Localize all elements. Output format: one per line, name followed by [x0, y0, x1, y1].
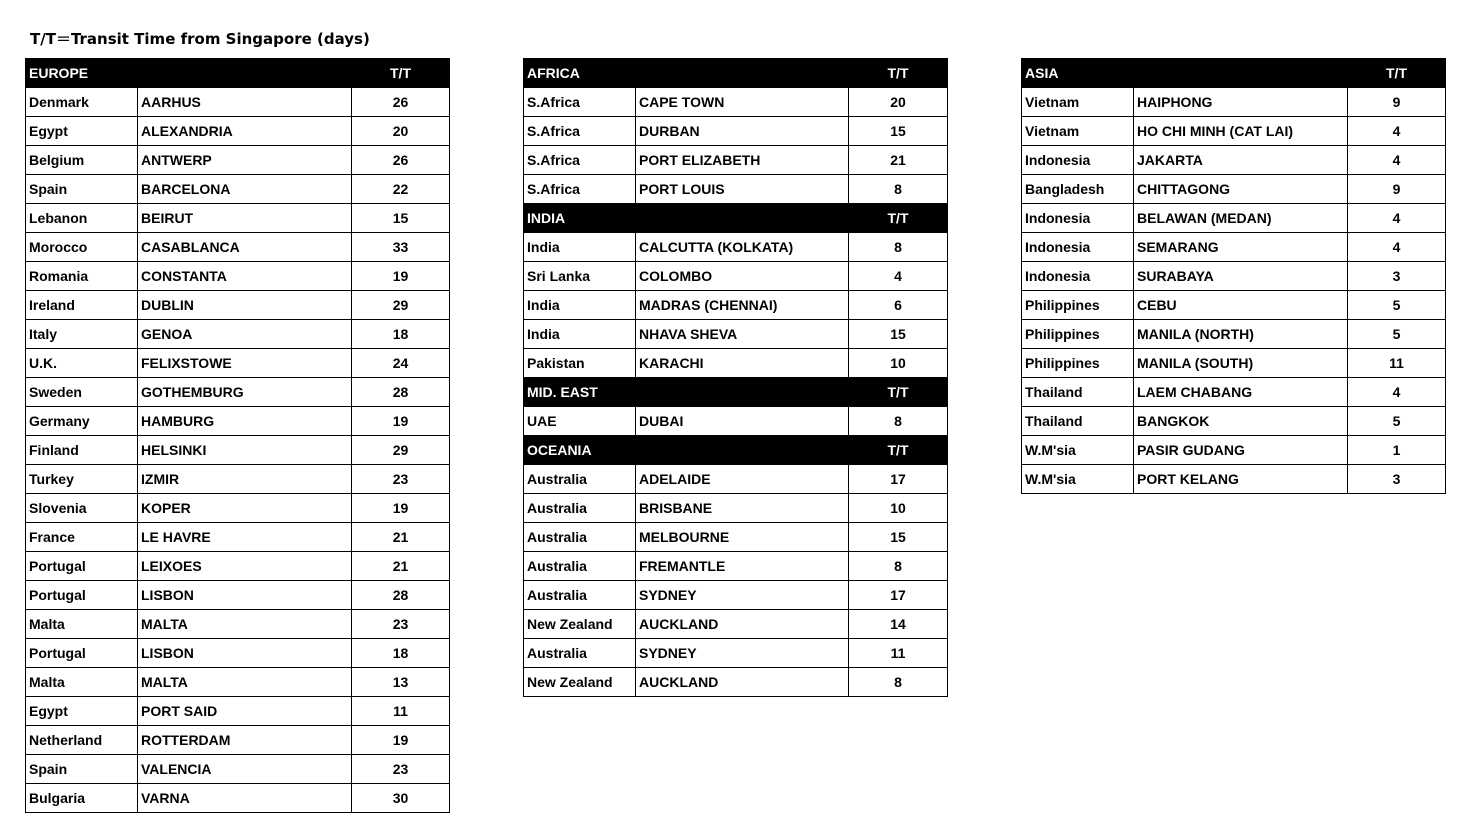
transit-days-cell: 4: [1348, 233, 1446, 262]
port-cell: PORT ELIZABETH: [636, 146, 849, 175]
port-cell: MADRAS (CHENNAI): [636, 291, 849, 320]
country-cell: Egypt: [26, 117, 138, 146]
port-cell: MALTA: [138, 610, 352, 639]
country-cell: S.Africa: [524, 175, 636, 204]
table-row: [26, 784, 450, 813]
country-cell: S.Africa: [524, 146, 636, 175]
port-cell: SYDNEY: [636, 581, 849, 610]
country-cell: Morocco: [26, 233, 138, 262]
table-row: [524, 175, 948, 204]
port-cell: KOPER: [138, 494, 352, 523]
port-cell: CAPE TOWN: [636, 88, 849, 117]
table-row: [524, 668, 948, 697]
country-cell: Indonesia: [1022, 146, 1134, 175]
country-cell: Italy: [26, 320, 138, 349]
transit-days-cell: 29: [352, 436, 450, 465]
transit-days-cell: 1: [1348, 436, 1446, 465]
transit-days-cell: 29: [352, 291, 450, 320]
country-cell: Lebanon: [26, 204, 138, 233]
port-cell: PASIR GUDANG: [1134, 436, 1348, 465]
transit-days-cell: 19: [352, 262, 450, 291]
port-cell: VARNA: [138, 784, 352, 813]
table-row: [524, 233, 948, 262]
country-cell: Thailand: [1022, 407, 1134, 436]
country-cell: W.M'sia: [1022, 465, 1134, 494]
transit-days-cell: 17: [849, 581, 948, 610]
port-cell: DURBAN: [636, 117, 849, 146]
region-header-row: [524, 436, 948, 465]
transit-days-cell: 13: [352, 668, 450, 697]
port-cell: MALTA: [138, 668, 352, 697]
country-cell: Thailand: [1022, 378, 1134, 407]
table-row: [26, 175, 450, 204]
table-row: [26, 204, 450, 233]
country-cell: Sri Lanka: [524, 262, 636, 291]
country-cell: Ireland: [26, 291, 138, 320]
table-row: [26, 436, 450, 465]
table-row: [524, 407, 948, 436]
transit-days-cell: 23: [352, 610, 450, 639]
port-cell: BELAWAN (MEDAN): [1134, 204, 1348, 233]
table-row: [26, 639, 450, 668]
page-title: T/T＝Transit Time from Singapore (days): [30, 30, 370, 48]
transit-days-cell: 23: [352, 465, 450, 494]
table-row: [524, 639, 948, 668]
transit-days-cell: 15: [352, 204, 450, 233]
transit-days-cell: 19: [352, 407, 450, 436]
table-row: [26, 523, 450, 552]
port-cell: SEMARANG: [1134, 233, 1348, 262]
country-cell: Sweden: [26, 378, 138, 407]
country-cell: Netherland: [26, 726, 138, 755]
transit-table-asia: [1021, 58, 1446, 494]
country-cell: Spain: [26, 175, 138, 204]
port-cell: BEIRUT: [138, 204, 352, 233]
transit-days-cell: 22: [352, 175, 450, 204]
country-cell: UAE: [524, 407, 636, 436]
country-cell: Philippines: [1022, 291, 1134, 320]
transit-time-column-header: T/T: [849, 378, 948, 407]
table-row: [1022, 349, 1446, 378]
table-row: [524, 88, 948, 117]
port-cell: GOTHEMBURG: [138, 378, 352, 407]
transit-days-cell: 19: [352, 494, 450, 523]
country-cell: India: [524, 291, 636, 320]
table-row: [26, 668, 450, 697]
country-cell: Australia: [524, 465, 636, 494]
country-cell: Germany: [26, 407, 138, 436]
transit-days-cell: 20: [352, 117, 450, 146]
table-row: [1022, 146, 1446, 175]
transit-days-cell: 8: [849, 552, 948, 581]
table-row: [1022, 378, 1446, 407]
table-row: [524, 581, 948, 610]
transit-days-cell: 11: [352, 697, 450, 726]
country-cell: U.K.: [26, 349, 138, 378]
transit-days-cell: 9: [1348, 175, 1446, 204]
port-cell: SYDNEY: [636, 639, 849, 668]
port-cell: ADELAIDE: [636, 465, 849, 494]
country-cell: Bulgaria: [26, 784, 138, 813]
transit-days-cell: 3: [1348, 465, 1446, 494]
transit-days-cell: 18: [352, 639, 450, 668]
country-cell: New Zealand: [524, 668, 636, 697]
region-name: EUROPE: [26, 59, 352, 88]
table-row: [1022, 291, 1446, 320]
transit-days-cell: 24: [352, 349, 450, 378]
table-row: [1022, 262, 1446, 291]
port-cell: LISBON: [138, 639, 352, 668]
transit-days-cell: 8: [849, 407, 948, 436]
country-cell: Bangladesh: [1022, 175, 1134, 204]
country-cell: Portugal: [26, 639, 138, 668]
table-row: [26, 378, 450, 407]
table-row: [26, 262, 450, 291]
table-row: [1022, 436, 1446, 465]
transit-days-cell: 18: [352, 320, 450, 349]
table-row: [1022, 88, 1446, 117]
transit-days-cell: 15: [849, 320, 948, 349]
port-cell: BRISBANE: [636, 494, 849, 523]
port-cell: LE HAVRE: [138, 523, 352, 552]
port-cell: KARACHI: [636, 349, 849, 378]
table-row: [524, 465, 948, 494]
transit-days-cell: 3: [1348, 262, 1446, 291]
country-cell: Australia: [524, 639, 636, 668]
table-row: [26, 610, 450, 639]
table-row: [1022, 204, 1446, 233]
transit-days-cell: 15: [849, 523, 948, 552]
port-cell: SURABAYA: [1134, 262, 1348, 291]
transit-days-cell: 5: [1348, 291, 1446, 320]
table-row: [26, 465, 450, 494]
port-cell: FELIXSTOWE: [138, 349, 352, 378]
table-row: [524, 523, 948, 552]
country-cell: Australia: [524, 581, 636, 610]
country-cell: Indonesia: [1022, 204, 1134, 233]
table-row: [26, 697, 450, 726]
port-cell: DUBAI: [636, 407, 849, 436]
country-cell: Denmark: [26, 88, 138, 117]
transit-days-cell: 8: [849, 668, 948, 697]
port-cell: HO CHI MINH (CAT LAI): [1134, 117, 1348, 146]
port-cell: MANILA (SOUTH): [1134, 349, 1348, 378]
country-cell: Indonesia: [1022, 233, 1134, 262]
port-cell: ROTTERDAM: [138, 726, 352, 755]
transit-days-cell: 30: [352, 784, 450, 813]
transit-days-cell: 33: [352, 233, 450, 262]
port-cell: DUBLIN: [138, 291, 352, 320]
port-cell: HAMBURG: [138, 407, 352, 436]
transit-days-cell: 21: [352, 552, 450, 581]
transit-days-cell: 23: [352, 755, 450, 784]
port-cell: ALEXANDRIA: [138, 117, 352, 146]
table-row: [26, 581, 450, 610]
transit-days-cell: 10: [849, 494, 948, 523]
transit-days-cell: 26: [352, 88, 450, 117]
transit-days-cell: 21: [849, 146, 948, 175]
table-row: [26, 407, 450, 436]
table-row: [26, 320, 450, 349]
country-cell: Pakistan: [524, 349, 636, 378]
country-cell: India: [524, 320, 636, 349]
table-row: [524, 610, 948, 639]
transit-days-cell: 5: [1348, 320, 1446, 349]
port-cell: AUCKLAND: [636, 668, 849, 697]
port-cell: MELBOURNE: [636, 523, 849, 552]
port-cell: CEBU: [1134, 291, 1348, 320]
table-row: [1022, 407, 1446, 436]
table-row: [524, 552, 948, 581]
transit-time-column-header: T/T: [849, 436, 948, 465]
region-header-row: [524, 204, 948, 233]
port-cell: CONSTANTA: [138, 262, 352, 291]
transit-days-cell: 10: [849, 349, 948, 378]
country-cell: Slovenia: [26, 494, 138, 523]
region-header-row: [1022, 59, 1446, 88]
table-row: [1022, 175, 1446, 204]
transit-days-cell: 11: [849, 639, 948, 668]
table-row: [1022, 117, 1446, 146]
region-name: AFRICA: [524, 59, 849, 88]
country-cell: Australia: [524, 523, 636, 552]
transit-days-cell: 17: [849, 465, 948, 494]
transit-days-cell: 20: [849, 88, 948, 117]
country-cell: Malta: [26, 668, 138, 697]
port-cell: CASABLANCA: [138, 233, 352, 262]
country-cell: Turkey: [26, 465, 138, 494]
country-cell: New Zealand: [524, 610, 636, 639]
port-cell: FREMANTLE: [636, 552, 849, 581]
transit-days-cell: 28: [352, 378, 450, 407]
port-cell: VALENCIA: [138, 755, 352, 784]
region-header-row: [524, 378, 948, 407]
region-name: MID. EAST: [524, 378, 849, 407]
transit-days-cell: 9: [1348, 88, 1446, 117]
country-cell: Belgium: [26, 146, 138, 175]
port-cell: GENOA: [138, 320, 352, 349]
region-name: INDIA: [524, 204, 849, 233]
region-name: ASIA: [1022, 59, 1348, 88]
country-cell: Egypt: [26, 697, 138, 726]
transit-time-column-header: T/T: [1348, 59, 1446, 88]
country-cell: W.M'sia: [1022, 436, 1134, 465]
port-cell: ANTWERP: [138, 146, 352, 175]
country-cell: Australia: [524, 552, 636, 581]
port-cell: MANILA (NORTH): [1134, 320, 1348, 349]
country-cell: Philippines: [1022, 320, 1134, 349]
table-row: [26, 233, 450, 262]
country-cell: Spain: [26, 755, 138, 784]
port-cell: LAEM CHABANG: [1134, 378, 1348, 407]
table-row: [26, 552, 450, 581]
table-row: [26, 755, 450, 784]
transit-days-cell: 14: [849, 610, 948, 639]
port-cell: HELSINKI: [138, 436, 352, 465]
table-row: [524, 320, 948, 349]
country-cell: Portugal: [26, 552, 138, 581]
transit-time-column-header: T/T: [849, 204, 948, 233]
port-cell: IZMIR: [138, 465, 352, 494]
table-row: [26, 726, 450, 755]
transit-days-cell: 26: [352, 146, 450, 175]
port-cell: BANGKOK: [1134, 407, 1348, 436]
transit-days-cell: 4: [1348, 378, 1446, 407]
port-cell: JAKARTA: [1134, 146, 1348, 175]
table-row: [26, 146, 450, 175]
transit-days-cell: 8: [849, 233, 948, 262]
table-row: [26, 494, 450, 523]
country-cell: S.Africa: [524, 88, 636, 117]
port-cell: CHITTAGONG: [1134, 175, 1348, 204]
transit-days-cell: 4: [849, 262, 948, 291]
table-row: [26, 291, 450, 320]
country-cell: Finland: [26, 436, 138, 465]
transit-table-europe: [25, 58, 450, 813]
port-cell: AUCKLAND: [636, 610, 849, 639]
country-cell: Indonesia: [1022, 262, 1134, 291]
table-row: [1022, 320, 1446, 349]
transit-days-cell: 15: [849, 117, 948, 146]
transit-days-cell: 4: [1348, 117, 1446, 146]
transit-days-cell: 5: [1348, 407, 1446, 436]
port-cell: PORT LOUIS: [636, 175, 849, 204]
region-header-row: [524, 59, 948, 88]
port-cell: HAIPHONG: [1134, 88, 1348, 117]
country-cell: Australia: [524, 494, 636, 523]
table-row: [26, 117, 450, 146]
table-row: [524, 494, 948, 523]
table-row: [524, 262, 948, 291]
port-cell: PORT KELANG: [1134, 465, 1348, 494]
transit-days-cell: 8: [849, 175, 948, 204]
port-cell: BARCELONA: [138, 175, 352, 204]
country-cell: Vietnam: [1022, 117, 1134, 146]
transit-days-cell: 4: [1348, 204, 1446, 233]
transit-days-cell: 6: [849, 291, 948, 320]
port-cell: PORT SAID: [138, 697, 352, 726]
transit-days-cell: 11: [1348, 349, 1446, 378]
country-cell: Philippines: [1022, 349, 1134, 378]
country-cell: Vietnam: [1022, 88, 1134, 117]
country-cell: Malta: [26, 610, 138, 639]
country-cell: Portugal: [26, 581, 138, 610]
table-row: [524, 349, 948, 378]
country-cell: India: [524, 233, 636, 262]
region-name: OCEANIA: [524, 436, 849, 465]
port-cell: AARHUS: [138, 88, 352, 117]
transit-days-cell: 4: [1348, 146, 1446, 175]
country-cell: S.Africa: [524, 117, 636, 146]
table-row: [1022, 233, 1446, 262]
transit-days-cell: 21: [352, 523, 450, 552]
table-row: [26, 349, 450, 378]
transit-days-cell: 19: [352, 726, 450, 755]
port-cell: LISBON: [138, 581, 352, 610]
table-row: [524, 117, 948, 146]
port-cell: COLOMBO: [636, 262, 849, 291]
transit-time-column-header: T/T: [849, 59, 948, 88]
port-cell: NHAVA SHEVA: [636, 320, 849, 349]
region-header-row: [26, 59, 450, 88]
transit-table-africa-india-mideast-oceania: [523, 58, 948, 697]
port-cell: LEIXOES: [138, 552, 352, 581]
table-row: [1022, 465, 1446, 494]
country-cell: France: [26, 523, 138, 552]
transit-days-cell: 28: [352, 581, 450, 610]
port-cell: CALCUTTA (KOLKATA): [636, 233, 849, 262]
transit-time-column-header: T/T: [352, 59, 450, 88]
table-row: [26, 88, 450, 117]
table-row: [524, 146, 948, 175]
table-row: [524, 291, 948, 320]
country-cell: Romania: [26, 262, 138, 291]
